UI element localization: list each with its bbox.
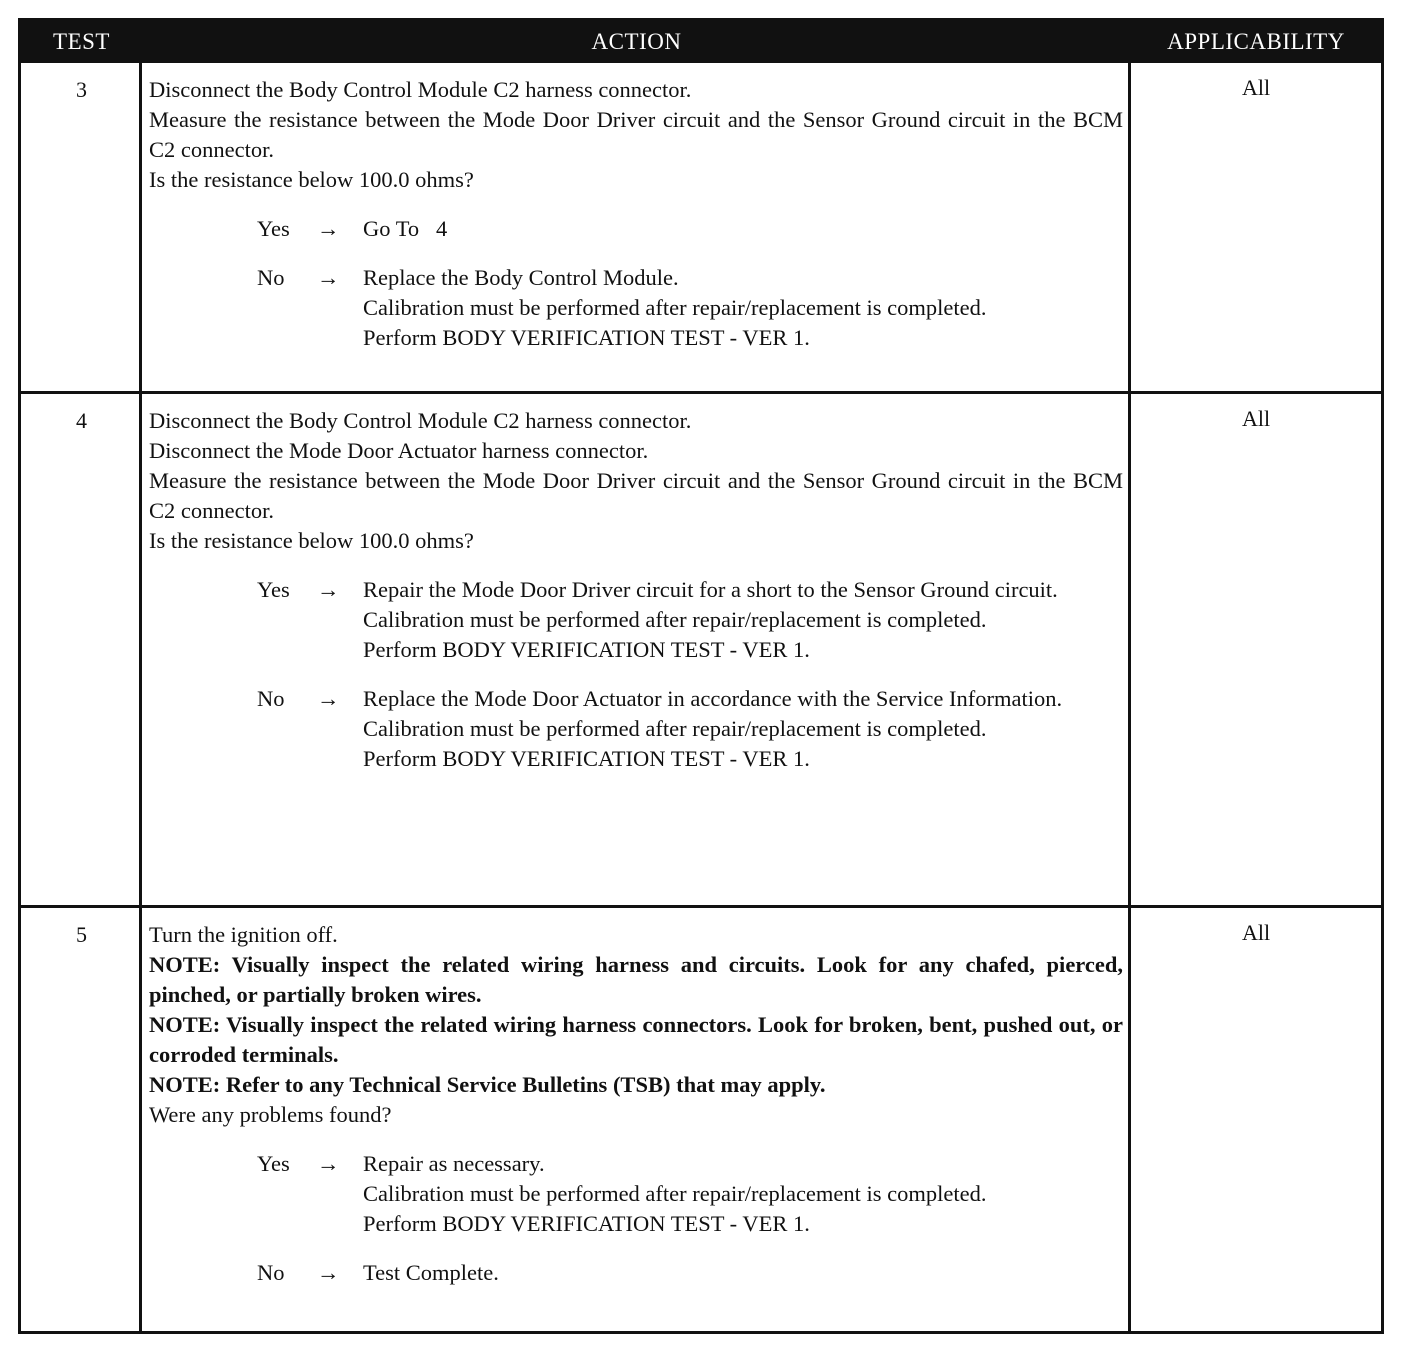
answer-label: Yes xyxy=(257,216,290,241)
answer-yes xyxy=(149,575,1123,665)
action-question: Were any problems found? xyxy=(149,1102,392,1127)
action-line: Disconnect the Mode Door Actuator harness connector. xyxy=(149,438,649,463)
answer-line: Repair as necessary. xyxy=(363,1151,545,1176)
test-row-3 xyxy=(21,63,1381,391)
note-line: NOTE: Visually inspect the related wiring harness and circuits. Look for any chafed, pierced, pinched, or partially broken wires. xyxy=(149,952,1123,1007)
test-number: 4 xyxy=(76,408,87,433)
answer-label: No xyxy=(257,265,285,290)
header-applicability: APPLICABILITY xyxy=(1167,29,1345,54)
note-line: NOTE: Visually inspect the related wiring harness connectors. Look for broken, bent, pushed out, or corroded terminals. xyxy=(149,1012,1123,1067)
answer-line: Calibration must be performed after repair/replacement is completed. xyxy=(363,1181,987,1206)
answer-label: No xyxy=(257,686,285,711)
arrow-icon: → xyxy=(317,265,340,290)
header-test: TEST xyxy=(53,29,110,54)
answer-line: Go To 4 xyxy=(363,216,448,241)
action-line: Measure the resistance between the Mode Door Driver circuit and the Sensor Ground circuit in the BCM C2 connector. xyxy=(149,107,1123,162)
answer-no xyxy=(149,684,1123,774)
answer-yes xyxy=(149,214,1123,244)
test-number: 3 xyxy=(76,77,87,102)
answer-yes xyxy=(149,1149,1123,1239)
answer-no xyxy=(149,263,1123,353)
applicability: All xyxy=(1241,406,1271,431)
arrow-icon: → xyxy=(317,216,340,241)
arrow-icon: → xyxy=(317,686,340,711)
test-number: 5 xyxy=(76,922,87,947)
applicability: All xyxy=(1241,920,1271,945)
answer-line: Repair the Mode Door Driver circuit for a short to the Sensor Ground circuit. xyxy=(363,577,1058,602)
answer-label: Yes xyxy=(257,1151,290,1176)
diagnostic-table xyxy=(18,18,1384,1334)
action-line: Measure the resistance between the Mode Door Driver circuit and the Sensor Ground circuit in the BCM C2 connector. xyxy=(149,468,1123,523)
answer-line: Perform BODY VERIFICATION TEST - VER 1. xyxy=(363,637,810,662)
answer-line: Replace the Mode Door Actuator in accordance with the Service Information. xyxy=(363,686,1063,711)
note-line: NOTE: Refer to any Technical Service Bulletins (TSB) that may apply. xyxy=(149,1072,826,1097)
answer-label: Yes xyxy=(257,577,290,602)
answer-line: Perform BODY VERIFICATION TEST - VER 1. xyxy=(363,1211,810,1236)
answer-line: Calibration must be performed after repair/replacement is completed. xyxy=(363,295,987,320)
answer-line: Perform BODY VERIFICATION TEST - VER 1. xyxy=(363,746,810,771)
answer-label: No xyxy=(257,1260,285,1285)
test-row-4 xyxy=(21,394,1381,905)
arrow-icon: → xyxy=(317,1260,340,1285)
action-line: Turn the ignition off. xyxy=(149,922,338,947)
header-action: ACTION xyxy=(591,29,682,54)
table-header xyxy=(21,21,1381,63)
action-line: Disconnect the Body Control Module C2 harness connector. xyxy=(149,408,692,433)
answer-line: Calibration must be performed after repair/replacement is completed. xyxy=(363,607,987,632)
action-cell xyxy=(149,406,1123,774)
test-row-5 xyxy=(21,908,1381,1331)
action-question: Is the resistance below 100.0 ohms? xyxy=(149,167,474,192)
applicability: All xyxy=(1241,75,1271,100)
action-question: Is the resistance below 100.0 ohms? xyxy=(149,528,474,553)
answer-line: Perform BODY VERIFICATION TEST - VER 1. xyxy=(363,325,810,350)
arrow-icon: → xyxy=(317,577,340,602)
answer-line: Test Complete. xyxy=(363,1260,499,1285)
answer-no xyxy=(149,1258,1123,1288)
action-cell xyxy=(149,920,1123,1288)
arrow-icon: → xyxy=(317,1151,340,1176)
action-cell xyxy=(149,75,1123,353)
answer-line: Calibration must be performed after repair/replacement is completed. xyxy=(363,716,987,741)
answer-line: Replace the Body Control Module. xyxy=(363,265,679,290)
action-line: Disconnect the Body Control Module C2 harness connector. xyxy=(149,77,692,102)
